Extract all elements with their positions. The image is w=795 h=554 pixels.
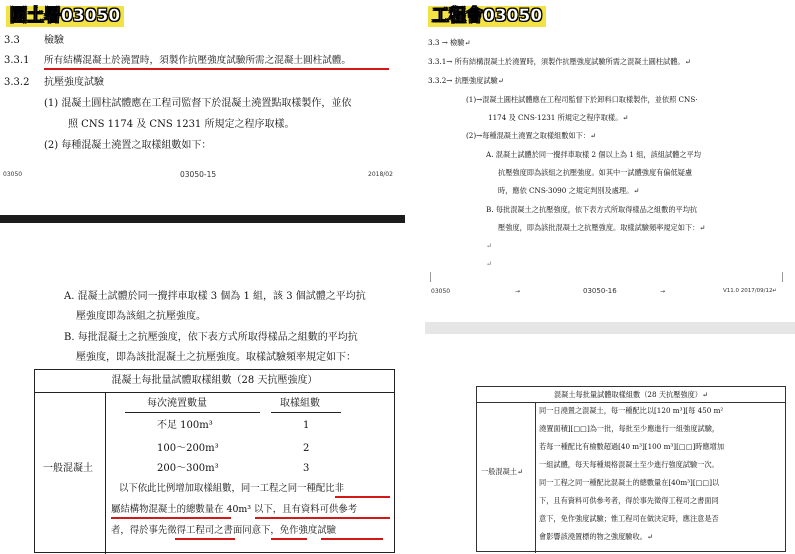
right-b-line1: B. 每批混凝土之抗壓強度，依下表方式所取得樣品之組數的平均抗 [486, 205, 698, 214]
left-footer-page: 03050-15 [180, 170, 217, 179]
right-para-mark-1: ↵ [486, 241, 493, 250]
left-item2: (2) 每種混凝土澆置之取樣組數如下： [44, 140, 212, 151]
right-table-row-label: 一般混凝土↵ [481, 467, 523, 476]
left-a-line1: A. 混凝土試體於同一攪拌車取樣 3 個為 1 組，該 3 個試體之平均抗 [64, 291, 366, 302]
left-note-underline-4 [175, 538, 235, 540]
left-b-line2: 壓強度，即為該批混凝土之抗壓強度。取樣試驗頻率規定如下： [76, 352, 356, 363]
left-s331-text: 所有結構混凝土於澆置時，須製作抗壓強度試驗所需之混凝土圓柱試體。 [44, 55, 351, 66]
right-s331: 3.3.1→ 所有結構混凝土於澆置時，須製作抗壓強度試驗所需之混凝土圓柱試體。↵ [428, 57, 691, 66]
right-doc-label: 工程會03050 [428, 6, 546, 27]
left-table-col-divider [105, 392, 106, 554]
left-page-break [0, 215, 405, 223]
right-table-line-7: 意下，免作強度試驗；惟工程司在做決定時，應注意是否 [539, 514, 719, 523]
right-table-col-divider [535, 402, 536, 553]
right-a-line1: A. 混凝土試體於同一攪拌車取樣 2 個以上為 1 組，該組試體之平均 [486, 150, 701, 159]
left-table-col2-underline [271, 412, 341, 413]
left-s332-title: 抗壓強度試驗 [44, 77, 104, 88]
left-table-row-label: 一般混凝土 [43, 463, 93, 474]
left-table-col1-header: 每次澆置數量 [147, 398, 207, 409]
right-b-line2: 壓強度，即為該批混凝土之抗壓強度。取樣試驗頻率規定如下：↵ [498, 223, 706, 232]
right-para-mark-2: ↵ [486, 259, 493, 268]
left-s33-title: 檢驗 [44, 35, 64, 46]
right-footer-arrow-1: → [515, 288, 521, 295]
left-table-note3: 者，得於事先徵得工程司之書面同意下，免作強度試驗 [111, 525, 337, 536]
left-table-note2: 屬結構物混凝土的總數量在 40m³ 以下，且有資料可供參考 [111, 504, 358, 515]
right-table-line-2: 澆置面積][□□]為一批，每批至少應進行一組強度試驗， [539, 424, 720, 433]
right-footer-arrow-2: → [660, 288, 666, 295]
left-table-num-row3: 3 [303, 463, 310, 474]
right-footer-version: V11.0 2017/09/12↵ [723, 288, 778, 294]
left-note-underline-1 [335, 496, 390, 498]
left-table-title-row [35, 370, 394, 393]
right-table-line-4: 一組試體，每天每種規格混凝土至少進行強度試驗一次。 [539, 460, 719, 469]
right-table-line-1: 同一日澆置之混凝土，每一種配比以[120 m³][每 450 m² [539, 406, 724, 415]
right-item2: (2)→每種混凝土澆置之取樣組數如下：↵ [466, 131, 597, 140]
right-footer-left: 03050 [431, 288, 451, 295]
left-table-qty-row1: 不足 100m³ [157, 420, 213, 431]
left-note-underline-2 [111, 517, 231, 519]
left-table-note1: 以下依此比例增加取樣組數，同一工程之同一種配比非 [119, 483, 345, 494]
left-table-title: 混凝土每批量試體取樣組數（28 天抗壓強度） [111, 375, 318, 386]
left-table-num-row2: 2 [303, 443, 310, 454]
left-table-qty-row2: 100～200m³ [157, 443, 219, 454]
left-table-num-row1: 1 [303, 420, 310, 431]
right-s332: 3.3.2→ 抗壓強度試驗↵ [428, 76, 504, 85]
left-s331-number: 3.3.1 [4, 55, 30, 66]
right-table-line-3: 若每一種配比有檢數超過[40 m³][100 m³][□□]時應增加 [539, 442, 725, 451]
left-table [34, 369, 395, 553]
left-s331-underline [44, 68, 389, 70]
left-a-line2: 壓強度即為該組之抗壓強度。 [76, 311, 206, 322]
left-footer-left: 03050 [3, 171, 23, 178]
right-item1-cont: 1174 及 CNS·1231 所規定之程序取樣。↵ [488, 113, 629, 122]
left-table-col2-header: 取樣組數 [280, 398, 320, 409]
left-table-col1-underline [125, 412, 260, 413]
left-note-underline-6 [321, 538, 383, 540]
right-table-title-row [477, 387, 785, 403]
left-note-underline-5 [271, 538, 307, 540]
right-a-line3: 時，應依 CNS·3090 之規定判別及處理。↵ [498, 186, 640, 195]
right-footer-corner-right [782, 272, 783, 282]
right-table-line-8: 會影響該澆置標的物之強度驗收。↵ [539, 532, 653, 541]
left-s332-number: 3.3.2 [4, 77, 30, 88]
right-table-title: 混凝土每批量試體取樣組數（28 天抗壓強度）↵ [553, 390, 709, 399]
left-item1: (1) 混凝土圓柱試體應在工程司監督下於混凝土澆置點取樣製作，並依 [44, 98, 352, 109]
left-s33-number: 3.3 [4, 35, 20, 46]
right-table [476, 386, 786, 552]
right-footer-corner-left [430, 272, 431, 282]
right-page-gap [425, 322, 795, 334]
right-table-line-6: 下，且有資料可供參考者，得於事先徵得工程司之書面同 [539, 496, 719, 505]
left-note-underline-3 [255, 517, 390, 519]
right-footer-page: 03050-16 [583, 287, 617, 295]
left-item1-cont: 照 CNS 1174 及 CNS 1231 所規定之程序取樣。 [68, 119, 295, 130]
left-doc-label: 國土署03050 [6, 6, 124, 27]
right-item1: (1)→混凝土圓柱試體應在工程司監督下於卸料口取樣製作，並依照 CNS· [466, 95, 698, 104]
right-table-line-5: 同一工程之同一種配比混凝土的總數量在[40m³][□□]以 [539, 478, 720, 487]
right-s33: 3.3 → 檢驗↵ [428, 38, 471, 47]
left-table-qty-row3: 200～300m³ [157, 463, 219, 474]
right-a-line2: 抗壓強度即為該組之抗壓強度。如其中一試體強度有偏低疑慮 [498, 168, 693, 177]
left-footer-date: 2018/02 [368, 171, 393, 178]
left-b-line1: B. 每批混凝土之抗壓強度，依下表方式所取得樣品之組數的平均抗 [64, 332, 358, 343]
